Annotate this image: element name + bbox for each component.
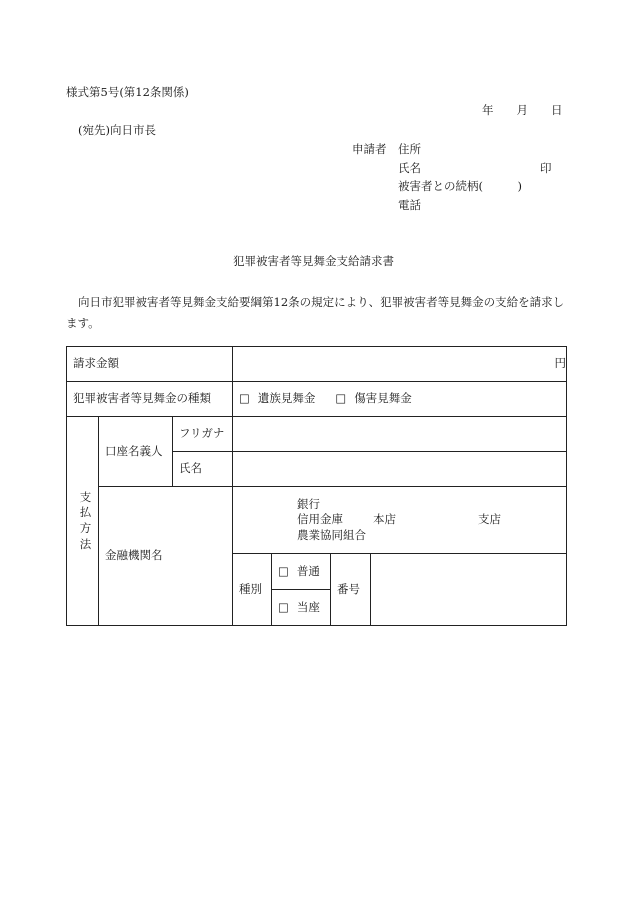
- furigana-field[interactable]: [233, 417, 567, 452]
- option-bereaved: 遺族見舞金: [257, 391, 316, 406]
- ordinary-label: 普通: [296, 563, 320, 578]
- bank-name-field[interactable]: [233, 487, 567, 554]
- checking-label: 当座: [296, 599, 320, 614]
- account-type-checking[interactable]: [272, 590, 331, 626]
- payment-char-4: 法: [79, 536, 92, 551]
- claim-form-table: [66, 346, 567, 626]
- account-number-field[interactable]: [371, 554, 567, 626]
- account-holder-label: 口座名義人: [99, 417, 173, 487]
- checkbox-checking[interactable]: □: [278, 599, 289, 614]
- account-number-label: 番号: [331, 554, 371, 626]
- type-label: 犯罪被害者等見舞金の種類: [67, 382, 233, 417]
- applicant-name-label: 氏名: [398, 161, 421, 175]
- phone-label: 電話: [398, 198, 421, 212]
- payment-char-1: 支: [79, 489, 92, 504]
- date-line: 年 月 日: [482, 103, 563, 117]
- holder-name-label: 氏名: [173, 452, 233, 487]
- amount-field[interactable]: [233, 347, 567, 382]
- addressee: (宛先)向日市長: [78, 123, 156, 137]
- document-body: 向日市犯罪被害者等見舞金支給要綱第12条の規定により、犯罪被害者等見舞金の支給を請求します。: [66, 295, 565, 330]
- account-type-ordinary[interactable]: [272, 554, 331, 590]
- type-options: [233, 382, 567, 417]
- holder-name-field[interactable]: [233, 452, 567, 487]
- payment-char-2: 払: [79, 505, 92, 520]
- form-number: 様式第5号(第12条関係): [66, 85, 189, 99]
- bank-label: 金融機関名: [99, 487, 233, 626]
- bank-type-bank: 銀行: [297, 496, 321, 511]
- checkbox-ordinary[interactable]: □: [278, 563, 289, 578]
- bank-type-shinkin: 信用金庫: [297, 512, 344, 527]
- document-title: 犯罪被害者等見舞金支給請求書: [233, 254, 394, 268]
- amount-unit: 円: [554, 356, 567, 371]
- payment-method-label: [67, 417, 99, 626]
- checkbox-injury[interactable]: □: [335, 391, 347, 406]
- payment-char-3: 方: [79, 521, 92, 535]
- option-injury: 傷害見舞金: [354, 391, 412, 406]
- bank-type-ja: 農業協同組合: [297, 527, 367, 542]
- branch-label: 支店: [478, 512, 502, 527]
- seal-mark: 印: [540, 161, 552, 175]
- amount-label: 請求金額: [67, 347, 233, 382]
- address-label: 住所: [398, 142, 421, 156]
- applicant-label: 申請者: [352, 142, 387, 156]
- account-type-label: 種別: [233, 554, 272, 626]
- relation-label: 被害者との続柄( ): [398, 179, 522, 193]
- furigana-label: フリガナ: [173, 417, 233, 452]
- head-office-label: 本店: [373, 512, 397, 527]
- checkbox-bereaved[interactable]: □: [239, 391, 250, 406]
